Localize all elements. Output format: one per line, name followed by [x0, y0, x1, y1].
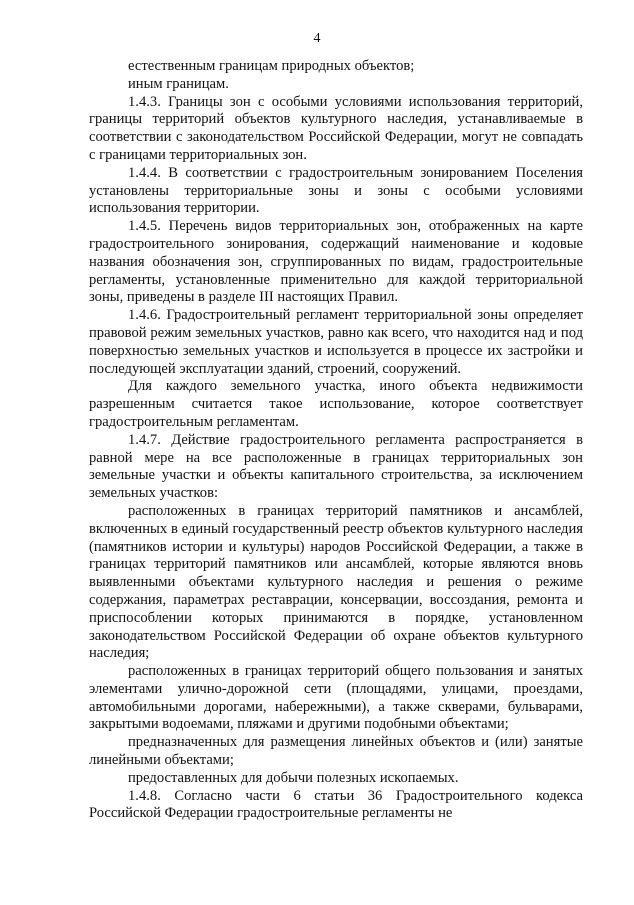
paragraph-1-4-7: 1.4.7. Действие градостроительного регламента распространяется в равной мере на все расположенные в границах территориальных зон земельные участки и объекты капитального строительства, за исключением земельных участков: [89, 431, 583, 502]
paragraph-1-4-5: 1.4.5. Перечень видов территориальных зон, отображенных на карте градостроительного зонирования, содержащий наименование и кодовые названия обозначения зон, сгруппированных по видам, градостроительные регламенты, установленные применительно для каждой территориальной зоны, приведены в разделе III настоящих Правил. [89, 218, 583, 306]
paragraph-mineral-extraction: предоставленных для добычи полезных ископаемых. [128, 769, 459, 786]
document-body [89, 58, 583, 823]
paragraph-public-areas: расположенных в границах территорий общего пользования и занятых элементами улично-дорожной сети (площадями, улицами, проездами, автомобильными дорогами, набережными), а также скверами, бульварами, закрытыми водоемами, пляжами и другими подобными объектами; [89, 663, 583, 733]
paragraph-cultural-heritage: расположенных в границах территорий памятников и ансамблей, включенных в единый государственный реестр объектов культурного наследия (памятников истории и культуры) народов Российской Федерации, а также в границах территорий памятников или ансамблей, которые являются вновь выявленными объектами культурного наследия и решения о режиме содержания, параметрах реставрации, консервации, воссоздания, ремонта и приспособлении которых принимаются в порядке, установленном законодательством Российской Федерации об охране объектов культурного наследия; [89, 502, 583, 662]
paragraph-1-4-6: 1.4.6. Градостроительный регламент территориальной зоны определяет правовой режим земельных участков, равно как всего, что находится над и под поверхностью земельных участков и используется в процессе их застройки и последующей эксплуатации зданий, строений, сооружений. [89, 307, 583, 377]
paragraph-natural-boundaries: естественным границам природных объектов; [128, 58, 415, 74]
paragraph-1-4-8: 1.4.8. Согласно части 6 статьи 36 Градостроительного кодекса Российской Федерации градостроительные регламенты не [89, 787, 583, 822]
paragraph-other-boundaries: иным границам. [128, 75, 229, 92]
paragraph-1-4-3: 1.4.3. Границы зон с особыми условиями использования территорий, границы территорий объектов культурного наследия, устанавливаемые в соответствии с законодательством Российской Федерации, могут не совпадать с границами территориальных зон. [89, 93, 583, 163]
paragraph-permitted-use: Для каждого земельного участка, иного объекта недвижимости разрешенным считается такое использование, которое соответствует градостроительным регламентам. [89, 378, 583, 430]
paragraph-linear-objects: предназначенных для размещения линейных объектов и (или) занятые линейными объектами; [89, 734, 583, 769]
page-number: 4 [313, 31, 321, 46]
paragraph-1-4-4: 1.4.4. В соответствии с градостроительным зонированием Поселения установлены территориальные зоны и зоны с особыми условиями использования территории. [89, 164, 583, 217]
